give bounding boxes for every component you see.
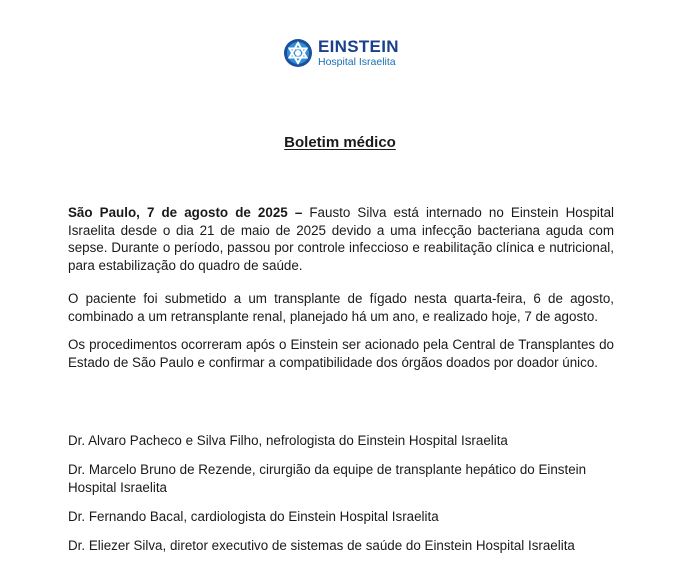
paragraph-1-body: Fausto Silva está internado no Einstein Hospital Israelita desde o dia 21 de maio de 2025 devido a uma infecção bacteriana aguda com sepse. Durante o período, passou por controle infeccioso e reabilitação clínica e nutricional, para estabilização do quadro de saúde. <box>68 205 615 273</box>
signatory-2: Dr. Marcelo Bruno de Rezende, cirurgião da equipe de transplante hepático do Einstein Hospital Israelita <box>68 462 587 495</box>
paragraph-2: O paciente foi submetido a um transplante de fígado nesta quarta-feira, 6 de agosto, combinado a um retransplante renal, planejado há um ano, e realizado hoje, 7 de agosto. <box>68 291 614 324</box>
paragraph-3: Os procedimentos ocorreram após o Einstein ser acionado pela Central de Transplantes do Estado de São Paulo e confirmar a compatibilidade dos órgãos doados por doador único. <box>68 337 614 370</box>
page-title: Boletim médico <box>284 134 396 151</box>
signatory-4: Dr. Eliezer Silva, diretor executivo de sistemas de saúde do Einstein Hospital Israelita <box>68 538 575 553</box>
einstein-star-icon <box>283 38 313 68</box>
paragraph-1-lead: São Paulo, 7 de agosto de 2025 – <box>68 205 303 220</box>
logo-title: EINSTEIN <box>318 37 399 57</box>
einstein-logo <box>283 38 399 68</box>
signatory-3: Dr. Fernando Bacal, cardiologista do Einstein Hospital Israelita <box>68 509 439 524</box>
paragraph-1 <box>68 204 614 274</box>
logo-subtitle: Hospital Israelita <box>318 56 396 69</box>
signatory-1: Dr. Alvaro Pacheco e Silva Filho, nefrologista do Einstein Hospital Israelita <box>68 433 508 448</box>
